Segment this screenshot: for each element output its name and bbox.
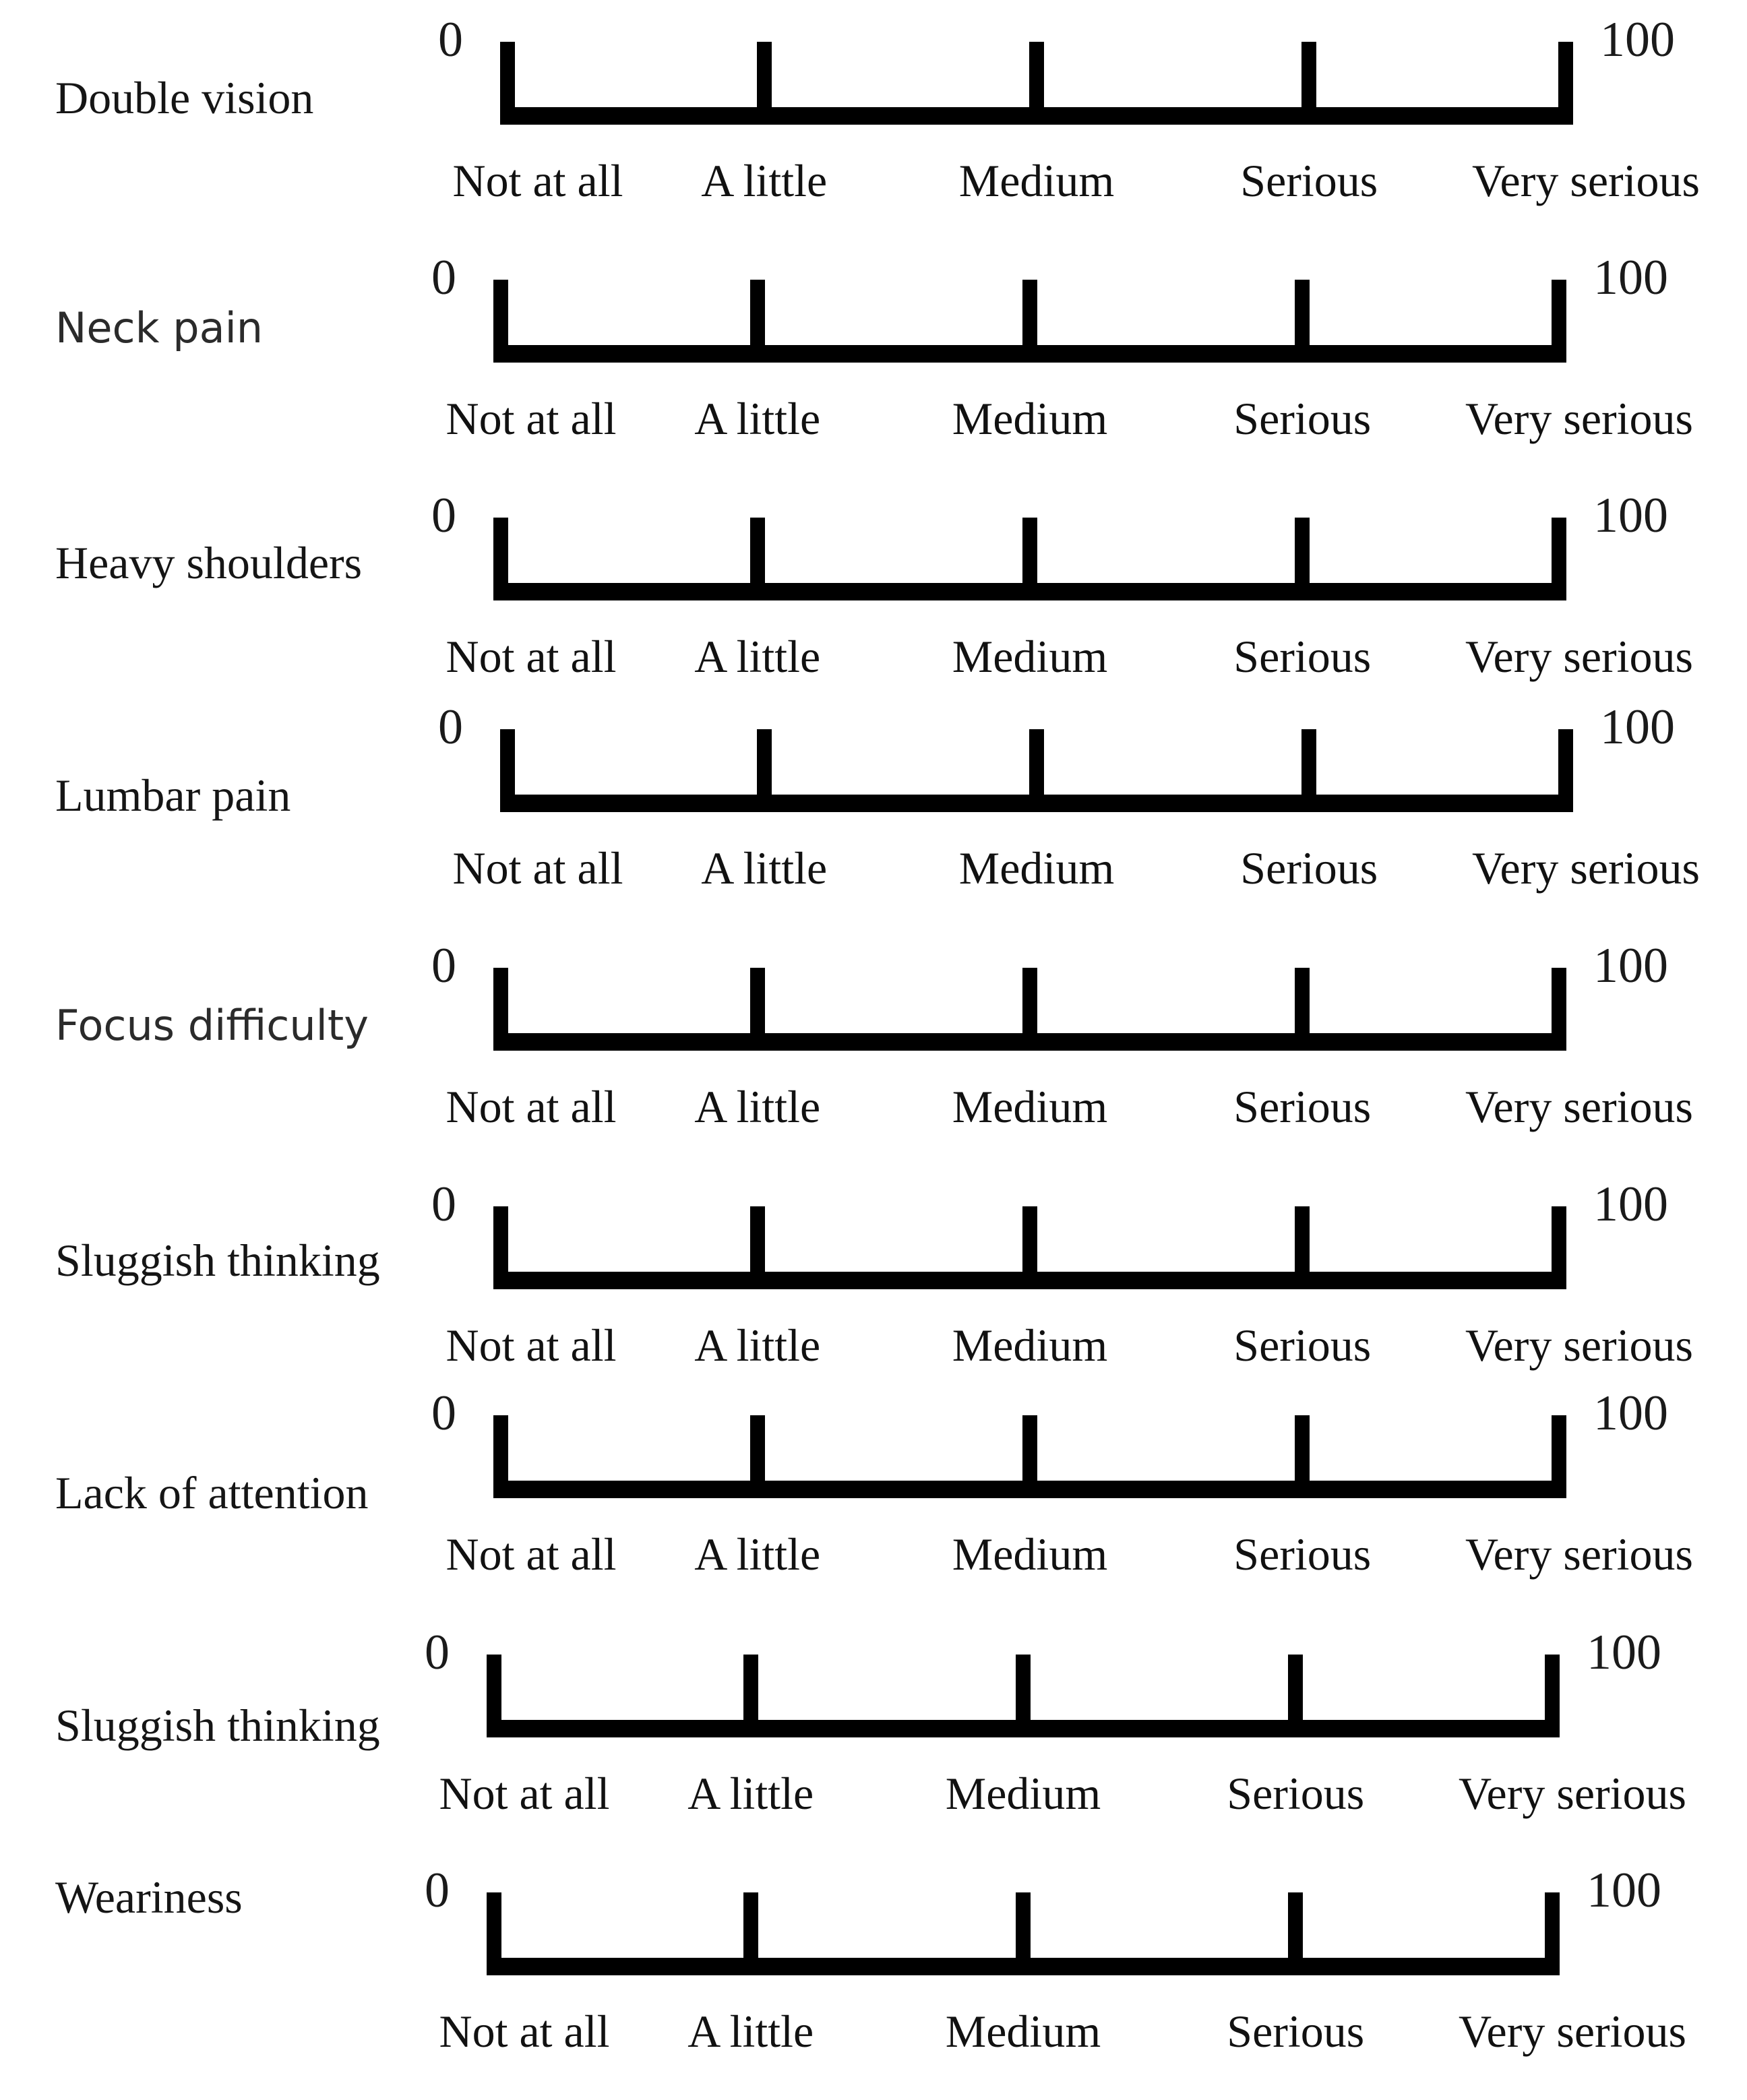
anchor-label: Very serious bbox=[1465, 393, 1694, 444]
anchor-label: A little bbox=[694, 1320, 821, 1371]
scale-tick bbox=[1295, 1415, 1310, 1489]
scale-tick bbox=[500, 42, 515, 116]
anchor-label: Very serious bbox=[1465, 1528, 1694, 1580]
anchor-label: Medium bbox=[952, 631, 1108, 682]
anchor-label: Not at all bbox=[446, 1320, 617, 1371]
anchor-label: Serious bbox=[1233, 631, 1372, 682]
anchor-label: Medium bbox=[945, 2006, 1101, 2057]
anchor-label: Medium bbox=[952, 1528, 1108, 1580]
anchor-label: Medium bbox=[952, 393, 1108, 444]
scale-tick bbox=[1022, 280, 1037, 354]
scale-tick bbox=[1545, 1655, 1560, 1729]
scale-min-label: 0 bbox=[425, 1863, 450, 1918]
scale-tick bbox=[750, 1415, 765, 1489]
scale-tick bbox=[1295, 968, 1310, 1042]
scale-max-label: 100 bbox=[1593, 488, 1668, 543]
anchor-label: A little bbox=[701, 842, 828, 894]
scale-tick bbox=[750, 518, 765, 592]
anchor-label: Serious bbox=[1227, 2006, 1365, 2057]
scale-tick bbox=[1558, 42, 1573, 116]
anchor-label: Serious bbox=[1233, 1528, 1372, 1580]
scale-tick bbox=[1016, 1892, 1031, 1967]
symptom-label: Heavy shoulders bbox=[55, 537, 363, 588]
anchor-label: A little bbox=[687, 2006, 814, 2057]
symptom-label: Double vision bbox=[55, 72, 314, 123]
scale-max-label: 100 bbox=[1593, 1177, 1668, 1232]
scale-tick bbox=[750, 1206, 765, 1280]
anchor-label: Not at all bbox=[439, 2006, 610, 2057]
scale-tick bbox=[1552, 280, 1566, 354]
symptom-label: Weariness bbox=[55, 1872, 243, 1923]
anchor-label: Medium bbox=[945, 1768, 1101, 1819]
anchor-label: Medium bbox=[958, 842, 1115, 894]
anchor-label: Serious bbox=[1227, 1768, 1365, 1819]
anchor-label: Very serious bbox=[1458, 2006, 1687, 2057]
scale-min-label: 0 bbox=[431, 488, 456, 543]
anchor-label: Medium bbox=[952, 1081, 1108, 1132]
scale-tick bbox=[1552, 518, 1566, 592]
scale-tick bbox=[1029, 729, 1044, 803]
anchor-label: A little bbox=[687, 1768, 814, 1819]
scale-tick bbox=[487, 1892, 501, 1967]
scale-tick bbox=[1288, 1655, 1303, 1729]
anchor-label: A little bbox=[694, 393, 821, 444]
anchor-label: Not at all bbox=[452, 155, 623, 206]
anchor-label: Very serious bbox=[1471, 842, 1700, 894]
symptom-label: Focus difficulty bbox=[55, 1001, 369, 1050]
scale-tick bbox=[493, 280, 508, 354]
scale-tick bbox=[1022, 968, 1037, 1042]
anchor-label: Very serious bbox=[1471, 155, 1700, 206]
scale-tick bbox=[1301, 42, 1316, 116]
anchor-label: Not at all bbox=[452, 842, 623, 894]
anchor-label: Serious bbox=[1240, 842, 1378, 894]
anchor-label: Serious bbox=[1240, 155, 1378, 206]
scale-tick bbox=[743, 1655, 758, 1729]
scale-tick bbox=[1558, 729, 1573, 803]
scale-tick bbox=[1552, 1415, 1566, 1489]
symptom-label: Sluggish thinking bbox=[55, 1700, 380, 1751]
scale-tick bbox=[1022, 1415, 1037, 1489]
scale-max-label: 100 bbox=[1593, 250, 1668, 305]
anchor-label: Very serious bbox=[1465, 1081, 1694, 1132]
scale-tick bbox=[1016, 1655, 1031, 1729]
scale-tick bbox=[493, 968, 508, 1042]
anchor-label: A little bbox=[701, 155, 828, 206]
anchor-label: Not at all bbox=[439, 1768, 610, 1819]
anchor-label: A little bbox=[694, 1081, 821, 1132]
symptom-label: Sluggish thinking bbox=[55, 1235, 380, 1286]
scale-min-label: 0 bbox=[431, 938, 456, 993]
scale-tick bbox=[493, 1206, 508, 1280]
scale-tick bbox=[1295, 518, 1310, 592]
anchor-label: Medium bbox=[958, 155, 1115, 206]
scale-max-label: 100 bbox=[1593, 1386, 1668, 1441]
symptom-label: Lumbar pain bbox=[55, 770, 291, 821]
anchor-label: Very serious bbox=[1458, 1768, 1687, 1819]
scale-tick bbox=[500, 729, 515, 803]
anchor-label: Very serious bbox=[1465, 1320, 1694, 1371]
scale-tick bbox=[1545, 1892, 1560, 1967]
scale-max-label: 100 bbox=[1593, 938, 1668, 993]
scale-max-label: 100 bbox=[1600, 12, 1675, 67]
anchor-label: Medium bbox=[952, 1320, 1108, 1371]
scale-max-label: 100 bbox=[1587, 1625, 1661, 1680]
scale-tick bbox=[750, 968, 765, 1042]
anchor-label: A little bbox=[694, 631, 821, 682]
scale-tick bbox=[493, 518, 508, 592]
scale-tick bbox=[743, 1892, 758, 1967]
scale-max-label: 100 bbox=[1587, 1863, 1661, 1918]
scale-tick bbox=[757, 42, 772, 116]
scale-tick bbox=[493, 1415, 508, 1489]
scale-tick bbox=[1029, 42, 1044, 116]
scale-tick bbox=[1022, 518, 1037, 592]
anchor-label: A little bbox=[694, 1528, 821, 1580]
anchor-label: Not at all bbox=[446, 393, 617, 444]
anchor-label: Not at all bbox=[446, 1081, 617, 1132]
scale-tick bbox=[1295, 1206, 1310, 1280]
scale-tick bbox=[1552, 968, 1566, 1042]
scale-min-label: 0 bbox=[431, 1386, 456, 1441]
scale-tick bbox=[1301, 729, 1316, 803]
symptom-label: Lack of attention bbox=[55, 1467, 369, 1518]
scale-min-label: 0 bbox=[438, 700, 463, 755]
anchor-label: Very serious bbox=[1465, 631, 1694, 682]
scale-tick bbox=[757, 729, 772, 803]
scale-tick bbox=[487, 1655, 501, 1729]
anchor-label: Serious bbox=[1233, 393, 1372, 444]
anchor-label: Not at all bbox=[446, 1528, 617, 1580]
anchor-label: Serious bbox=[1233, 1320, 1372, 1371]
anchor-label: Serious bbox=[1233, 1081, 1372, 1132]
scale-tick bbox=[1552, 1206, 1566, 1280]
scale-tick bbox=[1022, 1206, 1037, 1280]
scale-max-label: 100 bbox=[1600, 700, 1675, 755]
scale-tick bbox=[750, 280, 765, 354]
scale-min-label: 0 bbox=[431, 250, 456, 305]
scale-tick bbox=[1295, 280, 1310, 354]
anchor-label: Not at all bbox=[446, 631, 617, 682]
symptom-label: Neck pain bbox=[55, 303, 264, 352]
scale-tick bbox=[1288, 1892, 1303, 1967]
scale-min-label: 0 bbox=[425, 1625, 450, 1680]
scale-min-label: 0 bbox=[438, 12, 463, 67]
scale-min-label: 0 bbox=[431, 1177, 456, 1232]
